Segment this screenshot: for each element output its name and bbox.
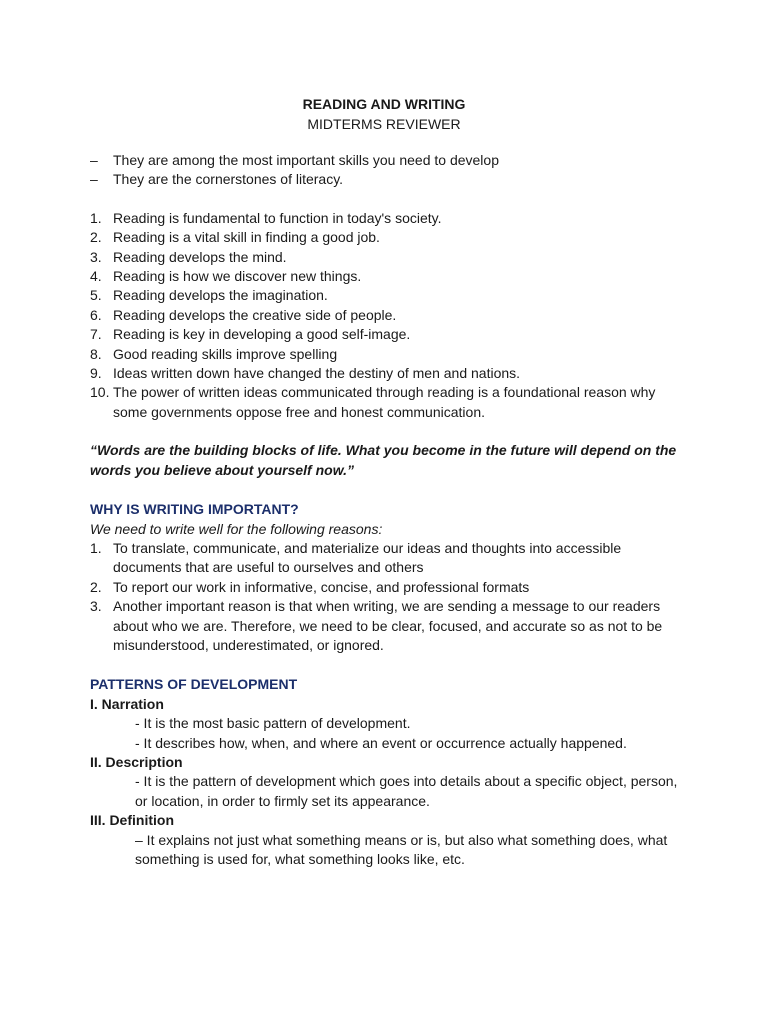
list-item-text: The power of written ideas communicated through reading is a foundational reason why some governments oppose free and honest communication.: [113, 384, 656, 420]
list-item-text: Another important reason is that when writing, we are sending a message to our readers about who we are. Therefore, we need to be clear, focused, and accurate so as not to be misunderstood, underestimated, or ignored.: [113, 598, 663, 653]
list-item-text: Reading is a vital skill in finding a good job.: [113, 229, 380, 246]
quote-text: “Words are the building blocks of life. What you become in the future will depend on the words you believe about yourself now.”: [90, 442, 677, 478]
list-item-text: They are among the most important skills you need to develop: [113, 152, 499, 168]
list-item: [90, 345, 690, 364]
list-item: [90, 286, 690, 305]
list-item: [90, 248, 690, 267]
spacer: [90, 480, 690, 500]
list-marker: 10.: [90, 384, 110, 401]
list-item: [90, 306, 690, 325]
list-item-text: Reading is how we discover new things.: [113, 268, 362, 285]
list-marker: 6.: [90, 306, 102, 323]
narration-heading: I. Narration: [90, 695, 164, 712]
description-heading: II. Description: [90, 753, 183, 770]
list-marker: 2.: [90, 578, 102, 595]
list-item: [90, 597, 690, 655]
list-item: [90, 170, 690, 189]
list-item-text: To report our work in informative, concise, and professional formats: [113, 578, 530, 595]
list-item: [90, 578, 690, 597]
document-body: [90, 151, 690, 869]
document-title: READING AND WRITING: [302, 96, 466, 112]
narration-point: - It describes how, when, and where an event or occurrence actually happened.: [135, 734, 627, 751]
list-item: [90, 228, 690, 247]
definition-heading: III. Definition: [90, 812, 174, 829]
spacer: [90, 655, 690, 675]
writing-heading: WHY IS WRITING IMPORTANT?: [90, 501, 299, 518]
list-item-text: To translate, communicate, and materialize our ideas and thoughts into accessible documents that are useful to ourselves and others: [113, 539, 622, 576]
list-item-text: Reading is key in developing a good self-image.: [113, 326, 411, 343]
list-item: [90, 539, 690, 578]
list-marker: 3.: [90, 248, 102, 265]
list-marker: 1.: [90, 209, 102, 226]
writing-list: [90, 539, 690, 655]
list-marker: 3.: [90, 598, 102, 615]
list-item-text: Reading develops the creative side of people.: [113, 306, 397, 323]
writing-intro: We need to write well for the following reasons:: [90, 520, 383, 537]
list-marker: 8.: [90, 345, 102, 362]
list-marker: 1.: [90, 539, 102, 556]
list-item: [90, 383, 690, 422]
list-item-text: Reading develops the mind.: [113, 248, 287, 265]
spacer: [90, 422, 690, 441]
list-marker: 5.: [90, 287, 102, 304]
list-item-text: Reading develops the imagination.: [113, 287, 328, 304]
list-marker: –: [90, 152, 98, 168]
list-item: [90, 151, 690, 170]
narration-point: - It is the most basic pattern of development.: [135, 715, 411, 732]
reading-list: [90, 209, 690, 422]
definition-point: – It explains not just what something means or is, but also what something does, what something is used for, what something looks like, etc.: [135, 831, 668, 867]
list-item: [90, 209, 690, 228]
list-marker: 7.: [90, 326, 102, 343]
description-point: - It is the pattern of development which goes into details about a specific object, person, or location, in order to firmly set its appearance.: [135, 773, 678, 809]
patterns-heading: PATTERNS OF DEVELOPMENT: [90, 676, 298, 693]
list-item: [90, 267, 690, 286]
list-marker: 9.: [90, 365, 102, 382]
list-marker: 4.: [90, 268, 102, 285]
list-item: [90, 364, 690, 383]
list-item-text: Good reading skills improve spelling: [113, 345, 338, 362]
list-marker: 2.: [90, 229, 102, 246]
list-item: [90, 325, 690, 344]
list-marker: –: [90, 171, 98, 188]
dash-list: [90, 151, 690, 190]
document-subtitle: MIDTERMS REVIEWER: [307, 116, 461, 132]
spacer: [90, 190, 690, 209]
list-item-text: They are the cornerstones of literacy.: [113, 171, 344, 188]
title-block: [0, 95, 768, 134]
list-item-text: Reading is fundamental to function in today's society.: [113, 209, 442, 226]
list-item-text: Ideas written down have changed the destiny of men and nations.: [113, 365, 521, 382]
